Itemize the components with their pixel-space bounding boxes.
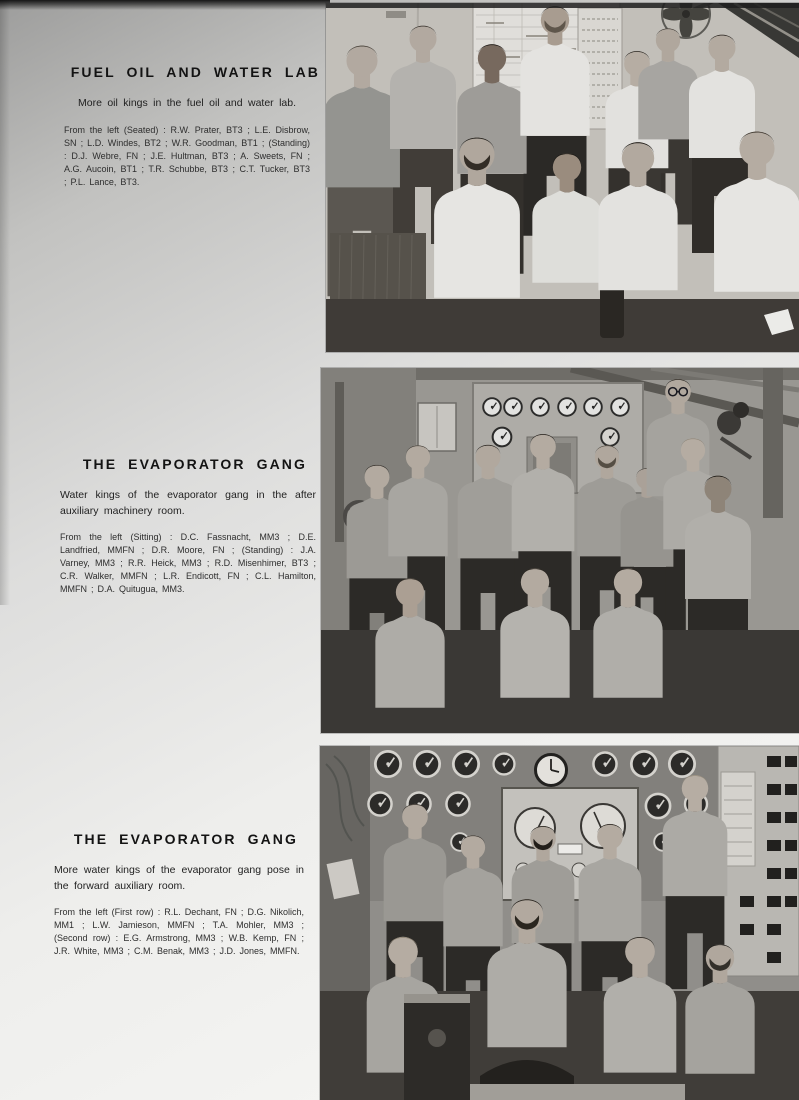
section-fuel-oil-water-lab — [64, 64, 320, 189]
pump-equipment — [404, 994, 470, 1100]
section-heading: THE EVAPORATOR GANG — [82, 456, 307, 472]
section-heading: THE EVAPORATOR GANG — [73, 831, 298, 847]
photo-caption: More water kings of the evaporator gang pose in the forward auxiliary room. — [54, 864, 304, 892]
section-heading: FUEL OIL AND WATER LAB — [70, 64, 320, 80]
photo-caption: More oil kings in the fuel oil and water lab. — [77, 97, 297, 109]
photo-fuel-oil-water-lab — [326, 3, 799, 352]
photo-evaporator-gang-forward — [320, 746, 799, 1100]
clock-icon — [536, 755, 567, 786]
crew-names-list: From the left (Seated) : R.W. Prater, BT3 ; L.E. Disbrow, SN ; L.D. Windes, BT2 ; W.R. Goodman, BT1 ; (Standing) : D.J. Webre, FN ; J.E. Hultman, BT3 ; A. Sweets, FN ; A.G. Aucoin, BT1 ; T.R. Schubbe, BT3 ; C.T. Tucker, BT3 ; P.L. Lance, BT3. — [64, 124, 310, 187]
crew-names-list: From the left (First row) : R.L. Dechant, FN ; D.G. Nikolich, MM1 ; L.W. Jamieson, MMFN ; T.A. Mohler, MM3 ; (Second row) : E.G. Armstrong, MM3 ; W.B. Kemp, FN ; J.R. White, MM3 ; C.M. Benak, MM3 ; J.D. Jones, MMFN. — [54, 907, 304, 957]
section-evaporator-gang-forward — [54, 831, 304, 958]
scan-left-shadow — [0, 0, 10, 605]
photo-evaporator-gang-after — [321, 368, 799, 733]
scan-top-shadow — [0, 0, 330, 10]
crew-names-list: From the left (Sitting) : D.C. Fassnacht, MM3 ; D.E. Landfried, MMFN ; D.R. Moore, FN ; (Standing) : J.A. Varney, MM3 ; R.R. Heick, MM3 ; R.D. Misenhimer, BT3 ; C.R. Walker, MMFN ; L.R. Endicott, FN ; C.L. Hamilton, MMFN ; D.A. Quitugua, MM3. — [60, 532, 316, 595]
section-evaporator-gang-after — [60, 456, 316, 596]
photo-caption: Water kings of the evaporator gang in the after auxiliary machinery room. — [60, 489, 316, 517]
